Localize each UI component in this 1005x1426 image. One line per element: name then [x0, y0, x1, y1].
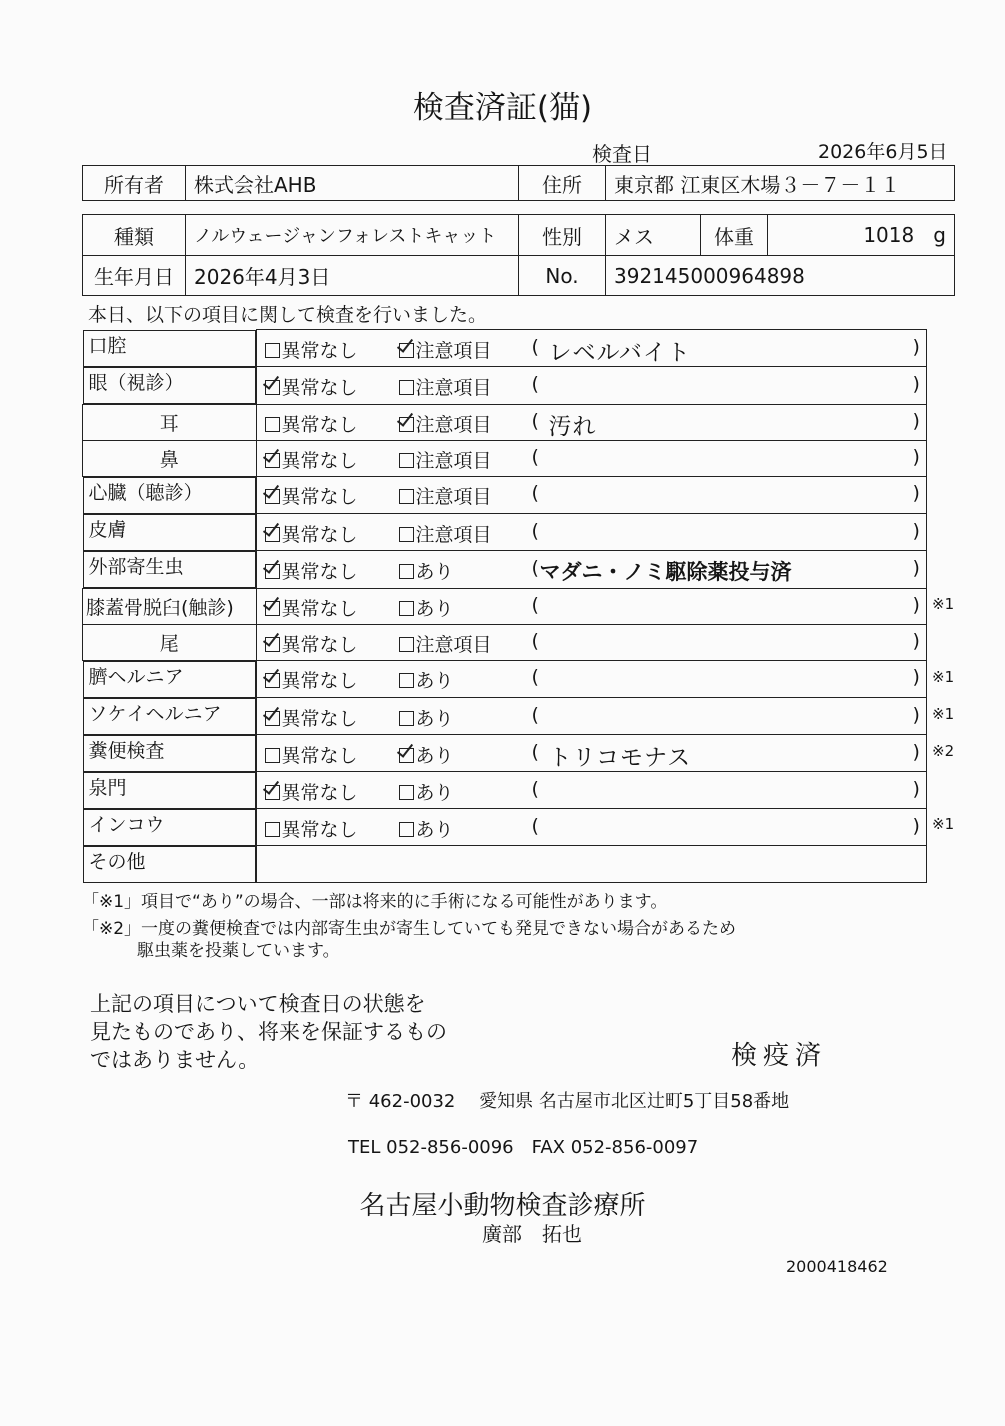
checkbox-icon	[399, 711, 414, 726]
left-paren: (	[531, 593, 539, 616]
option-attention[interactable]	[399, 704, 454, 731]
check-row	[83, 809, 927, 846]
option-normal-label: 異常なし	[281, 486, 358, 509]
check-row-other	[83, 846, 927, 883]
quarantine-stamp: 検疫済	[731, 1041, 828, 1071]
checkbox-icon	[265, 748, 280, 763]
address-value: 東京都 江東区木場３－７－１１	[606, 166, 955, 201]
label-char: イ	[126, 702, 146, 725]
option-attention-label: あり	[415, 597, 454, 620]
label-char: 虫	[164, 555, 184, 578]
check-item-label: 膝蓋骨脱臼(触診)	[83, 588, 257, 624]
right-paren: )	[912, 556, 920, 579]
label-char: 泉	[88, 776, 108, 799]
checkbox-icon	[265, 673, 280, 688]
check-note: トリコモナス	[548, 744, 692, 771]
left-paren: (	[531, 372, 539, 395]
checkbox-icon	[399, 822, 414, 837]
label-char: 皮	[88, 518, 108, 541]
label-char: ヘ	[107, 665, 127, 688]
item-label-chars	[87, 773, 129, 808]
check-row	[83, 772, 927, 809]
option-normal[interactable]	[265, 630, 358, 657]
checkbox-icon	[399, 417, 414, 432]
label-char: 口	[88, 334, 108, 357]
option-normal[interactable]	[265, 666, 358, 693]
option-normal-label: 異常なし	[281, 670, 358, 693]
option-normal[interactable]	[265, 778, 358, 805]
checkbox-icon	[399, 564, 414, 579]
checkbox-icon	[265, 601, 280, 616]
address-label: 住所	[519, 166, 606, 201]
check-item-label	[83, 367, 256, 404]
option-attention-label: 注意項目	[415, 449, 492, 472]
option-attention-label: あり	[415, 781, 454, 804]
option-normal-label: 異常なし	[281, 744, 358, 767]
check-row	[83, 440, 927, 476]
side-note: ※2	[932, 741, 955, 760]
option-normal-label: 異常なし	[281, 633, 358, 656]
checkbox-icon	[399, 673, 414, 688]
label-char: 視	[126, 371, 146, 394]
label-char: 生	[145, 555, 165, 578]
intro-text: 本日、以下の項目に関して検査を行いました。	[88, 304, 488, 326]
check-row	[83, 476, 927, 514]
label-char: 眼	[88, 371, 108, 394]
side-note: ※1	[932, 815, 955, 834]
label-char: ）	[164, 371, 184, 394]
checkbox-icon	[265, 822, 280, 837]
option-normal-label: 異常なし	[281, 818, 358, 841]
label-char: ン	[107, 813, 127, 836]
inspection-date: 2026年6月5日	[818, 141, 948, 163]
right-paren: )	[912, 335, 920, 358]
owner-label: 所有者	[83, 166, 186, 201]
disclaimer	[90, 990, 447, 1074]
check-row	[83, 404, 927, 440]
label-char: 査	[145, 739, 165, 762]
check-row	[83, 551, 927, 589]
check-note: レベルバイト	[548, 339, 691, 366]
sex-label: 性別	[519, 215, 606, 256]
label-char: コ	[126, 813, 146, 836]
label-char: 便	[107, 739, 127, 762]
check-options-cell	[256, 551, 927, 589]
label-char: 臍	[88, 665, 108, 688]
check-item-label: 尾	[83, 624, 257, 660]
label-char: 聴	[145, 481, 165, 504]
left-paren: (	[531, 629, 539, 652]
check-options-cell	[256, 698, 927, 735]
label-char: 診	[145, 371, 165, 394]
right-paren: )	[912, 703, 920, 726]
checks-table	[82, 329, 927, 883]
left-paren: (	[531, 777, 539, 800]
item-label-chars	[87, 331, 129, 366]
label-char: ソ	[88, 702, 108, 725]
left-paren: (	[531, 519, 539, 542]
birth-label: 生年月日	[83, 256, 186, 296]
checkbox-icon	[399, 343, 414, 358]
item-label-chars	[87, 662, 186, 697]
check-note: マダニ・ノミ駆除薬投与済	[539, 559, 792, 584]
right-paren: )	[912, 372, 920, 395]
check-options-cell	[256, 404, 927, 440]
check-options-cell	[256, 809, 927, 846]
label-char: ウ	[145, 813, 165, 836]
checkbox-icon	[265, 453, 280, 468]
check-options-cell	[256, 660, 927, 698]
checkbox-icon	[265, 489, 280, 504]
option-normal[interactable]	[265, 704, 358, 731]
option-normal[interactable]	[265, 336, 358, 363]
option-attention[interactable]	[399, 520, 492, 547]
item-label-chars	[87, 736, 167, 771]
checkbox-icon	[265, 564, 280, 579]
option-attention[interactable]	[399, 630, 492, 657]
check-item-label	[83, 698, 256, 735]
left-paren: (	[531, 482, 539, 505]
option-normal[interactable]	[265, 815, 358, 842]
option-normal[interactable]	[265, 741, 358, 768]
check-options-cell	[256, 735, 927, 772]
option-normal-label: 異常なし	[281, 449, 358, 472]
label-char: 膚	[107, 518, 127, 541]
label-char: 部	[107, 555, 127, 578]
checkbox-icon	[399, 380, 414, 395]
footnote-2: 「※2」一度の糞便検査では内部寄生虫が寄生していても発見できない場合があるため	[82, 919, 737, 939]
option-attention-label: 注意項目	[415, 376, 492, 399]
weight-unit: g	[933, 223, 946, 247]
item-label-chars	[87, 552, 186, 587]
check-row	[83, 330, 927, 367]
label-char: ル	[164, 702, 184, 725]
option-normal-label: 異常なし	[281, 781, 358, 804]
label-char: の	[107, 850, 127, 873]
option-attention[interactable]	[399, 410, 492, 437]
check-options-cell	[256, 367, 927, 405]
checkbox-icon	[399, 637, 414, 652]
kind-label: 種類	[83, 215, 186, 256]
check-row	[83, 514, 927, 551]
check-item-label	[83, 330, 256, 367]
check-options-cell	[256, 476, 927, 514]
option-attention[interactable]	[399, 336, 492, 363]
option-attention-label: あり	[415, 707, 454, 730]
check-item-label	[83, 809, 256, 846]
check-row	[83, 624, 927, 660]
item-label-chars	[87, 847, 148, 882]
footnote-3: 駆虫薬を投薬しています。	[137, 941, 340, 961]
label-char: 臓	[107, 481, 127, 504]
right-paren: )	[912, 519, 920, 542]
left-paren: (	[531, 409, 539, 432]
item-label-chars	[87, 810, 167, 845]
option-attention-label: 注意項目	[415, 486, 492, 509]
check-item-label	[83, 551, 256, 588]
kind-value: ノルウェージャンフォレストキャット	[186, 215, 519, 256]
checkbox-icon	[265, 380, 280, 395]
option-normal-label: 異常なし	[281, 413, 358, 436]
label-char: ア	[164, 665, 184, 688]
check-item-label: 鼻	[83, 440, 257, 476]
option-normal[interactable]	[265, 410, 358, 437]
check-options-cell	[256, 514, 927, 551]
weight-cell	[768, 215, 955, 256]
checkbox-icon	[265, 417, 280, 432]
option-attention[interactable]	[399, 666, 454, 693]
option-normal-label: 異常なし	[281, 523, 358, 546]
left-paren: (	[531, 814, 539, 837]
label-char: （	[126, 481, 146, 504]
owner-value: 株式会社AHB	[186, 166, 519, 201]
label-char: 腔	[107, 334, 127, 357]
veterinarian-name: 廣部 拓也	[482, 1222, 582, 1246]
checkbox-icon	[399, 601, 414, 616]
disclaimer-line: 見たものであり、将来を保証するもの	[90, 1020, 447, 1044]
label-char: ケ	[107, 702, 127, 725]
label-char: 外	[88, 555, 108, 578]
birth-value: 2026年4月3日	[186, 256, 519, 296]
weight-value: 1018	[863, 223, 915, 247]
label-char: 糞	[88, 739, 108, 762]
option-attention[interactable]	[399, 594, 454, 621]
checkbox-icon	[265, 527, 280, 542]
check-item-label	[83, 477, 256, 514]
side-note: ※1	[932, 594, 955, 613]
label-char: ル	[126, 665, 146, 688]
checkbox-icon	[399, 489, 414, 504]
checkbox-icon	[265, 711, 280, 726]
item-label-chars	[87, 515, 129, 550]
checkbox-icon	[399, 748, 414, 763]
checkbox-icon	[265, 637, 280, 652]
label-char: 診	[164, 481, 184, 504]
right-paren: )	[912, 409, 920, 432]
option-normal[interactable]	[265, 557, 358, 584]
option-normal-label: 異常なし	[281, 707, 358, 730]
clinic-name: 名古屋小動物検査診療所	[359, 1191, 646, 1221]
right-paren: )	[912, 445, 920, 468]
option-attention-label: あり	[415, 670, 454, 693]
option-attention-label: 注意項目	[415, 523, 492, 546]
label-char: 他	[126, 850, 146, 873]
item-label-chars	[87, 699, 224, 734]
check-row	[83, 660, 927, 698]
other-label	[83, 846, 256, 883]
check-item-label	[83, 514, 256, 551]
label-char: ニ	[183, 702, 203, 725]
left-paren: (	[531, 703, 539, 726]
label-char: イ	[88, 813, 108, 836]
option-attention[interactable]	[399, 482, 492, 509]
disclaimer-line: ではありません。	[90, 1048, 260, 1072]
checkbox-icon	[265, 785, 280, 800]
right-paren: )	[912, 777, 920, 800]
item-label-chars	[87, 368, 186, 403]
option-attention[interactable]	[399, 446, 492, 473]
option-normal[interactable]	[265, 446, 358, 473]
item-label-chars	[87, 478, 205, 513]
option-attention-label: あり	[415, 560, 454, 583]
check-options-cell	[256, 624, 927, 660]
check-options-cell	[256, 330, 927, 367]
checkbox-icon	[399, 527, 414, 542]
checkbox-icon	[399, 785, 414, 800]
sex-value: メス	[606, 215, 701, 256]
right-paren: )	[912, 740, 920, 763]
option-attention-label: 注意項目	[415, 633, 492, 656]
label-char: そ	[88, 850, 108, 873]
label-char: 心	[88, 481, 108, 504]
side-note: ※1	[932, 668, 955, 687]
check-row	[83, 588, 927, 624]
right-paren: )	[912, 482, 920, 505]
label-char: ）	[183, 481, 203, 504]
left-paren: (	[531, 666, 539, 689]
option-normal-label: 異常なし	[281, 339, 358, 362]
check-options-cell	[256, 772, 927, 809]
label-char: ニ	[145, 665, 165, 688]
option-attention-label: 注意項目	[415, 413, 492, 436]
left-paren: (	[531, 740, 539, 763]
pet-table	[82, 214, 955, 296]
check-options-cell	[256, 440, 927, 476]
other-value	[256, 846, 927, 883]
disclaimer-line: 上記の項目について検査日の状態を	[90, 992, 426, 1016]
option-normal-label: 異常なし	[281, 376, 358, 399]
option-attention[interactable]	[399, 815, 454, 842]
right-paren: )	[912, 814, 920, 837]
check-note: 汚れ	[548, 413, 597, 440]
check-item-label	[83, 772, 256, 809]
option-attention-label: あり	[415, 744, 454, 767]
owner-table	[82, 165, 955, 201]
no-label: No.	[519, 256, 606, 296]
clinic-address: 〒 462-0032 愛知県 名古屋市北区辻町5丁目58番地	[345, 1091, 790, 1112]
check-row	[83, 698, 927, 735]
inspection-date-label: 検査日	[592, 142, 652, 166]
option-normal[interactable]	[265, 594, 358, 621]
checkbox-icon	[265, 343, 280, 358]
right-paren: )	[912, 593, 920, 616]
check-row	[83, 367, 927, 405]
option-normal[interactable]	[265, 482, 358, 509]
option-attention[interactable]	[399, 557, 454, 584]
left-paren: (	[531, 335, 539, 358]
option-normal-label: 異常なし	[281, 597, 358, 620]
option-attention-label: 注意項目	[415, 339, 492, 362]
option-normal[interactable]	[265, 373, 358, 400]
option-attention-label: あり	[415, 818, 454, 841]
no-value: 392145000964898	[606, 256, 955, 296]
footnote-1: 「※1」項目で“あり”の場合、一部は将来的に手術になる可能性があります。	[82, 892, 668, 912]
side-note: ※1	[932, 705, 955, 723]
label-char: ア	[202, 702, 222, 725]
option-attention[interactable]	[399, 373, 492, 400]
label-char: ヘ	[145, 702, 165, 725]
option-attention[interactable]	[399, 778, 454, 805]
checkbox-icon	[399, 453, 414, 468]
check-options-cell	[256, 588, 927, 624]
label-char: 検	[126, 739, 146, 762]
label-char: 寄	[126, 555, 146, 578]
option-normal[interactable]	[265, 520, 358, 547]
serial-number: 2000418462	[786, 1257, 888, 1276]
clinic-phone: TEL 052-856-0096 FAX 052-856-0097	[348, 1137, 699, 1158]
weight-label: 体重	[701, 215, 768, 256]
label-char: （	[107, 371, 127, 394]
option-normal-label: 異常なし	[281, 560, 358, 583]
label-char: 門	[107, 776, 127, 799]
right-paren: )	[912, 666, 920, 689]
check-item-label	[83, 661, 256, 698]
check-item-label: 耳	[83, 404, 257, 440]
document-title: 検査済証(猫)	[412, 90, 593, 126]
check-row	[83, 735, 927, 772]
option-attention[interactable]	[399, 741, 454, 768]
left-paren: (	[531, 556, 539, 579]
check-item-label	[83, 735, 256, 772]
right-paren: )	[912, 629, 920, 652]
left-paren: (	[531, 445, 539, 468]
